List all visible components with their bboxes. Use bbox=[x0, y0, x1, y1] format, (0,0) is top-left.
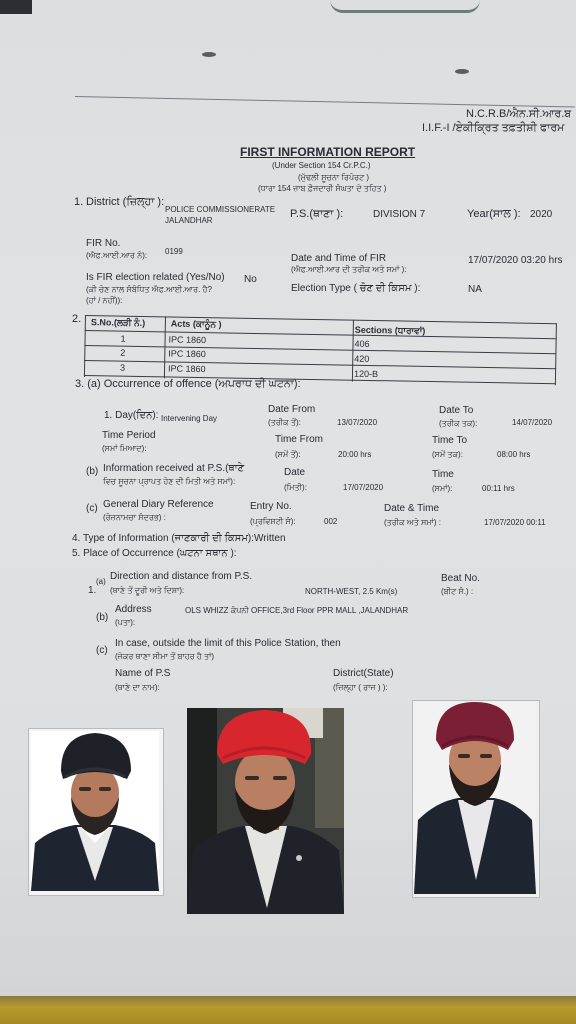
photo-person-maroon-turban bbox=[414, 702, 536, 894]
fir-no-label: FIR No. bbox=[86, 238, 121, 249]
entry-no-label: Entry No. bbox=[250, 501, 292, 512]
direction-label: Direction and distance from P.S. bbox=[110, 571, 253, 582]
beat-label-punjabi: (ਬੀਟ ਸੰ.) : bbox=[441, 587, 474, 596]
col-header-sections: Sections (ਧਾਰਾਵਾਂ) bbox=[354, 324, 426, 336]
outside-label: In case, outside the limit of this Police Station, then bbox=[115, 638, 341, 649]
day-value: Intervening Day bbox=[161, 414, 218, 423]
under-section: (Under Section 154 Cr.P.C.) bbox=[272, 161, 371, 170]
occurrence-heading: 3. (a) Occurrence of offence (ਅਪਰਾਧ ਦੀ ਘਟਨਾ): bbox=[75, 378, 301, 390]
info-time-value: 00:11 hrs bbox=[482, 484, 515, 493]
outside-c: (c) bbox=[96, 645, 108, 656]
fir-datetime-label: Date and Time of FIR bbox=[291, 253, 387, 264]
table-cell-sno: 1 bbox=[120, 333, 126, 344]
section-punjabi: (ਧਾਰਾ 154 ਜ਼ਾਬ ਫ਼ੌਜਦਾਰੀ ਸੰਘਤਾ ਦੇ ਤਹਿਤ ) bbox=[258, 184, 387, 193]
fir-no-label-punjabi: (ਐਫ.ਆਈ.ਆਰ ਨੰ): bbox=[86, 251, 148, 260]
day-label: 1. Day(ਦਿਨ): bbox=[104, 410, 159, 421]
item2-number: 2. bbox=[72, 313, 82, 325]
fir-datetime-value: 17/07/2020 03:20 hrs bbox=[468, 255, 563, 266]
election-label-punjabi-2: (ਹਾਂ / ਨਹੀਂ)): bbox=[86, 296, 123, 305]
gd-label: General Diary Reference bbox=[103, 499, 214, 510]
info-date-value: 17/07/2020 bbox=[343, 483, 384, 492]
col-header-sno: S.No.(ਲੜੀ ਨੰ.) bbox=[90, 317, 146, 329]
info-date-label: Date bbox=[284, 467, 306, 478]
date-to-value: 14/07/2020 bbox=[512, 418, 553, 427]
direction-label-punjabi: (ਥਾਣੇ ਤੋਂ ਦੂਰੀ ਅਤੇ ਦਿਸ਼ਾ): bbox=[110, 586, 185, 595]
time-period-label: Time Period bbox=[102, 430, 156, 441]
info-received-label-2: ਵਿਚ ਸੂਚਨਾ ਪ੍ਰਾਪਤ ਹੋਣ ਦੀ ਮਿਤੀ ਅਤੇ ਸਮਾਂ): bbox=[103, 477, 236, 486]
gd-datetime-label: Date & Time bbox=[384, 503, 440, 514]
time-to-label: Time To bbox=[432, 435, 468, 446]
year-value: 2020 bbox=[530, 209, 553, 220]
place-heading: 5. Place of Occurrence (ਘਟਨਾ ਸਥਾਨ ): bbox=[72, 548, 237, 559]
table-cell-sno: 3 bbox=[119, 362, 126, 373]
time-period-label-punjabi: (ਸਮਾਂ ਮਿਆਦ): bbox=[102, 444, 147, 453]
header-rule bbox=[75, 96, 575, 107]
election-type-label: Election Type ( ਚੋਣ ਦੀ ਕਿਸਮ ): bbox=[291, 283, 421, 294]
district-value-2: JALANDHAR bbox=[165, 216, 213, 225]
outside-label-punjabi: (ਜੇਕਰ ਥਾਣਾ ਸੀਮਾ ਤੋਂ ਬਾਹਰ ਹੈ ਤਾਂ) bbox=[115, 652, 215, 661]
address-label: Address bbox=[115, 604, 152, 615]
place-number: 1. bbox=[88, 585, 97, 596]
time-to-value: 08:00 hrs bbox=[497, 450, 531, 459]
time-from-value: 20:00 hrs bbox=[338, 450, 372, 459]
table-cell-section: 120-B bbox=[353, 368, 379, 380]
table-cell-act: IPC 1860 bbox=[168, 334, 207, 346]
iif-code: I.I.F.-I /ਏਕੀਕ੍ਰਿਤ ਤਫ਼ਤੀਸ਼ੀ ਫਾਰਮ bbox=[422, 122, 565, 134]
district-label: District (ਜ਼ਿਲ੍ਹਾ ): bbox=[86, 196, 165, 208]
gd-datetime-label-punjabi: (ਤਰੀਕ ਅਤੇ ਸਮਾਂ) : bbox=[384, 518, 442, 527]
address-label-punjabi: (ਪਤਾ): bbox=[115, 618, 136, 627]
date-to-label-punjabi: (ਤਰੀਕ ਤਕ): bbox=[439, 419, 478, 428]
date-to-label: Date To bbox=[439, 405, 474, 416]
date-from-value: 13/07/2020 bbox=[337, 418, 378, 427]
information-type: 4. Type of Information (ਜਾਣਕਾਰੀ ਦੀ ਕਿਸਮ):Written bbox=[72, 533, 286, 544]
election-label-punjabi-1: (ਕੀ ਚੋਣ ਨਾਲ ਸੰਬੰਧਿਤ ਐਫ.ਆਈ.ਆਰ. ਹੈ? bbox=[86, 285, 212, 294]
direction-value: NORTH-WEST, 2.5 Km(s) bbox=[305, 587, 398, 596]
table-cell-section: 406 bbox=[354, 338, 370, 349]
info-received-b: (b) bbox=[86, 466, 99, 477]
gd-c: (c) bbox=[86, 503, 98, 514]
entry-no-label-punjabi: (ਪ੍ਰਵਿਸ਼ਟੀ ਸੰ): bbox=[250, 517, 296, 526]
name-ps-label-punjabi: (ਥਾਣੇ ਦਾ ਨਾਮ): bbox=[115, 683, 160, 692]
fir-no-value: 0199 bbox=[165, 247, 183, 256]
col-header-acts: Acts (ਕਾਨੂੰਨ ) bbox=[170, 318, 222, 330]
address-value: OLS WHIZZ ਕੰਪਨੀ OFFICE,3rd Floor PPR MALL ,JALANDHAR bbox=[185, 606, 409, 615]
info-date-label-punjabi: (ਮਿਤੀ): bbox=[284, 483, 307, 492]
district-value-1: POLICE COMMISSIONERATE bbox=[165, 205, 276, 214]
time-from-label: Time From bbox=[275, 434, 323, 445]
place-a: (a) bbox=[96, 577, 106, 586]
photo-person-red-turban bbox=[187, 708, 344, 914]
election-type-value: NA bbox=[468, 284, 482, 295]
address-b: (b) bbox=[96, 612, 109, 623]
election-value: No bbox=[244, 274, 257, 285]
acts-sections-table bbox=[84, 315, 557, 385]
date-from-label-punjabi: (ਤਰੀਕ ਤੋਂ): bbox=[268, 418, 301, 427]
fir-datetime-label-punjabi: (ਐਫ.ਆਈ.ਆਰ ਦੀ ਤਰੀਕ ਅਤੇ ਸਮਾਂ ): bbox=[291, 265, 407, 274]
date-from-label: Date From bbox=[268, 404, 316, 415]
report-title: FIRST INFORMATION REPORT bbox=[240, 145, 416, 159]
table-cell-sno: 2 bbox=[120, 347, 126, 358]
district-state-label: District(State) bbox=[333, 668, 394, 679]
corner-shadow bbox=[0, 0, 32, 14]
entry-no-value: 002 bbox=[324, 517, 338, 526]
time-from-label-punjabi: (ਸਮੇਂ ਤੋਂ): bbox=[275, 450, 301, 459]
info-received-label-1: Information received at P.S.(ਥਾਣੇ bbox=[103, 463, 245, 474]
gd-datetime-value: 17/07/2020 00:11 bbox=[484, 518, 546, 527]
year-label: Year(ਸਾਲ ): bbox=[467, 208, 521, 220]
ps-value: DIVISION 7 bbox=[373, 209, 426, 220]
ncrb-code: N.C.R.B/ਐਨ.ਸੀ.ਆਰ.ਬ bbox=[466, 108, 572, 120]
name-ps-label: Name of P.S bbox=[115, 668, 171, 679]
punch-hole-left bbox=[202, 52, 216, 57]
ps-label: P.S.(ਥਾਣਾ ): bbox=[290, 208, 344, 220]
table-cell-act: IPC 1860 bbox=[167, 363, 206, 375]
time-to-label-punjabi: (ਸਮੇਂ ਤਕ): bbox=[432, 450, 463, 459]
item1-number: 1. bbox=[74, 196, 84, 208]
punch-hole-right bbox=[455, 69, 469, 74]
election-label: Is FIR election related (Yes/No) bbox=[86, 272, 225, 283]
table-cell-act: IPC 1860 bbox=[168, 348, 206, 360]
pen-mark bbox=[330, 0, 480, 13]
report-title-punjabi: (ਮੁੱਢਲੀ ਸੂਚਨਾ ਰਿਪੋਰਟ ) bbox=[298, 173, 370, 182]
table-surface bbox=[0, 996, 576, 1024]
info-time-label-punjabi: (ਸਮਾਂ): bbox=[432, 484, 453, 493]
gd-label-punjabi: (ਰੋਜ਼ਨਾਮਚਾ ਸੰਦਰਭ) : bbox=[103, 513, 166, 522]
beat-label: Beat No. bbox=[441, 573, 480, 584]
photo-person-black-turban bbox=[31, 731, 159, 891]
district-state-label-punjabi: (ਜ਼ਿਲ੍ਹਾ ( ਰਾਜ ) ): bbox=[333, 683, 388, 692]
info-time-label: Time bbox=[432, 469, 454, 480]
table-cell-section: 420 bbox=[354, 353, 370, 364]
